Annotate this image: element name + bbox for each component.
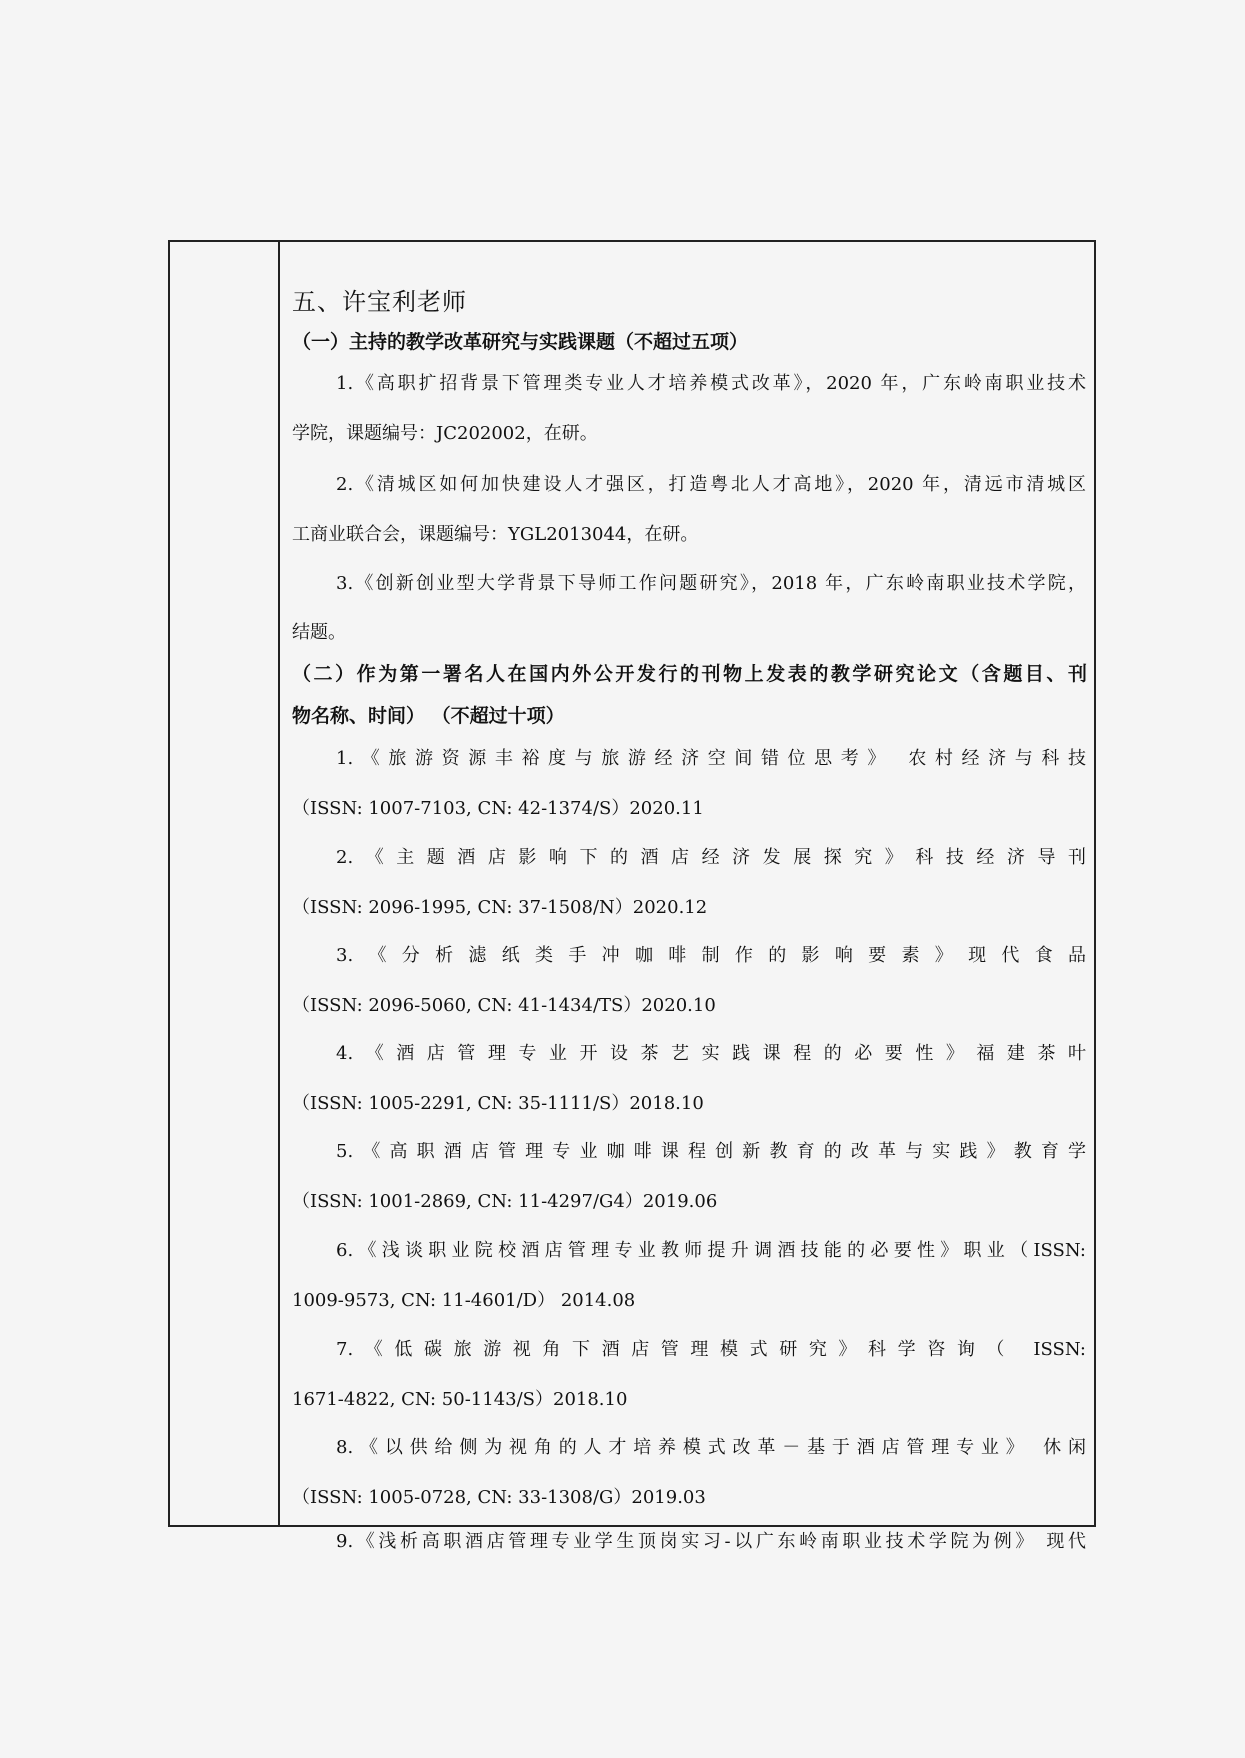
paper-3-line1: 3.《分析滤纸类手冲咖啡制作的影响要素》现代食品 bbox=[336, 945, 1086, 966]
form-table bbox=[168, 240, 1096, 1552]
paper-7-line2: 1671-4822, CN: 50-1143/S）2018.10 bbox=[292, 1389, 628, 1410]
paper-2-line2: （ISSN: 2096-1995, CN: 37-1508/N）2020.12 bbox=[292, 897, 708, 918]
subsection-heading-papers-line2: 物名称、时间） （不超过十项） bbox=[292, 705, 565, 727]
content-cell bbox=[280, 242, 1094, 1552]
paper-3-line2: （ISSN: 2096-5060, CN: 41-1434/TS）2020.10 bbox=[292, 995, 716, 1016]
paper-8-line2: （ISSN: 1005-0728, CN: 33-1308/G）2019.03 bbox=[292, 1487, 706, 1508]
project-1-line1: 1.《高职扩招背景下管理类专业人才培养模式改革》，2020 年，广东岭南职业技术 bbox=[336, 373, 1086, 394]
paper-4-line2: （ISSN: 1005-2291, CN: 35-1111/S）2018.10 bbox=[292, 1093, 704, 1114]
subsection-heading-projects: （一）主持的教学改革研究与实践课题（不超过五项） bbox=[292, 331, 749, 353]
project-1-line2: 学院，课题编号：JC202002，在研。 bbox=[292, 423, 598, 444]
paper-4-line1: 4.《酒店管理专业开设茶艺实践课程的必要性》福建茶叶 bbox=[336, 1043, 1086, 1064]
paper-6-line1: 6.《浅谈职业院校酒店管理专业教师提升调酒技能的必要性》职业（ISSN: bbox=[336, 1240, 1086, 1261]
project-2-line1: 2.《清城区如何加快建设人才强区，打造粤北人才高地》，2020 年，清远市清城区 bbox=[336, 474, 1086, 495]
project-3-line1: 3.《创新创业型大学背景下导师工作问题研究》，2018 年，广东岭南职业技术学院， bbox=[336, 573, 1086, 594]
paper-1-line1: 1.《旅游资源丰裕度与旅游经济空间错位思考》 农村经济与科技 bbox=[336, 748, 1086, 769]
paper-6-line2: 1009-9573, CN: 11-4601/D） 2014.08 bbox=[292, 1290, 636, 1311]
project-2-line2: 工商业联合会，课题编号：YGL2013044，在研。 bbox=[292, 524, 699, 545]
paper-5-line1: 5.《高职酒店管理专业咖啡课程创新教育的改革与实践》教育学 bbox=[336, 1141, 1086, 1162]
paper-8-line1: 8.《以供给侧为视角的人才培养模式改革－基于酒店管理专业》 休闲 bbox=[336, 1437, 1086, 1458]
paper-7-line1: 7.《低碳旅游视角下酒店管理模式研究》科学咨询（ ISSN: bbox=[336, 1339, 1086, 1360]
paper-1-line2: （ISSN: 1007-7103, CN: 42-1374/S）2020.11 bbox=[292, 798, 704, 819]
project-3-line2: 结题。 bbox=[292, 622, 346, 643]
label-column bbox=[170, 242, 280, 1525]
paper-2-line1: 2.《主题酒店影响下的酒店经济发展探究》科技经济导刊 bbox=[336, 847, 1086, 868]
section-title: 五、许宝利老师 bbox=[292, 288, 467, 316]
subsection-heading-papers-line1: （二）作为第一署名人在国内外公开发行的刊物上发表的教学研究论文（含题目、刊 bbox=[292, 663, 1087, 685]
paper-9-line1: 9.《浅析高职酒店管理专业学生顶岗实习-以广东岭南职业技术学院为例》 现代 bbox=[336, 1531, 1086, 1552]
paper-5-line2: （ISSN: 1001-2869, CN: 11-4297/G4）2019.06 bbox=[292, 1191, 718, 1212]
